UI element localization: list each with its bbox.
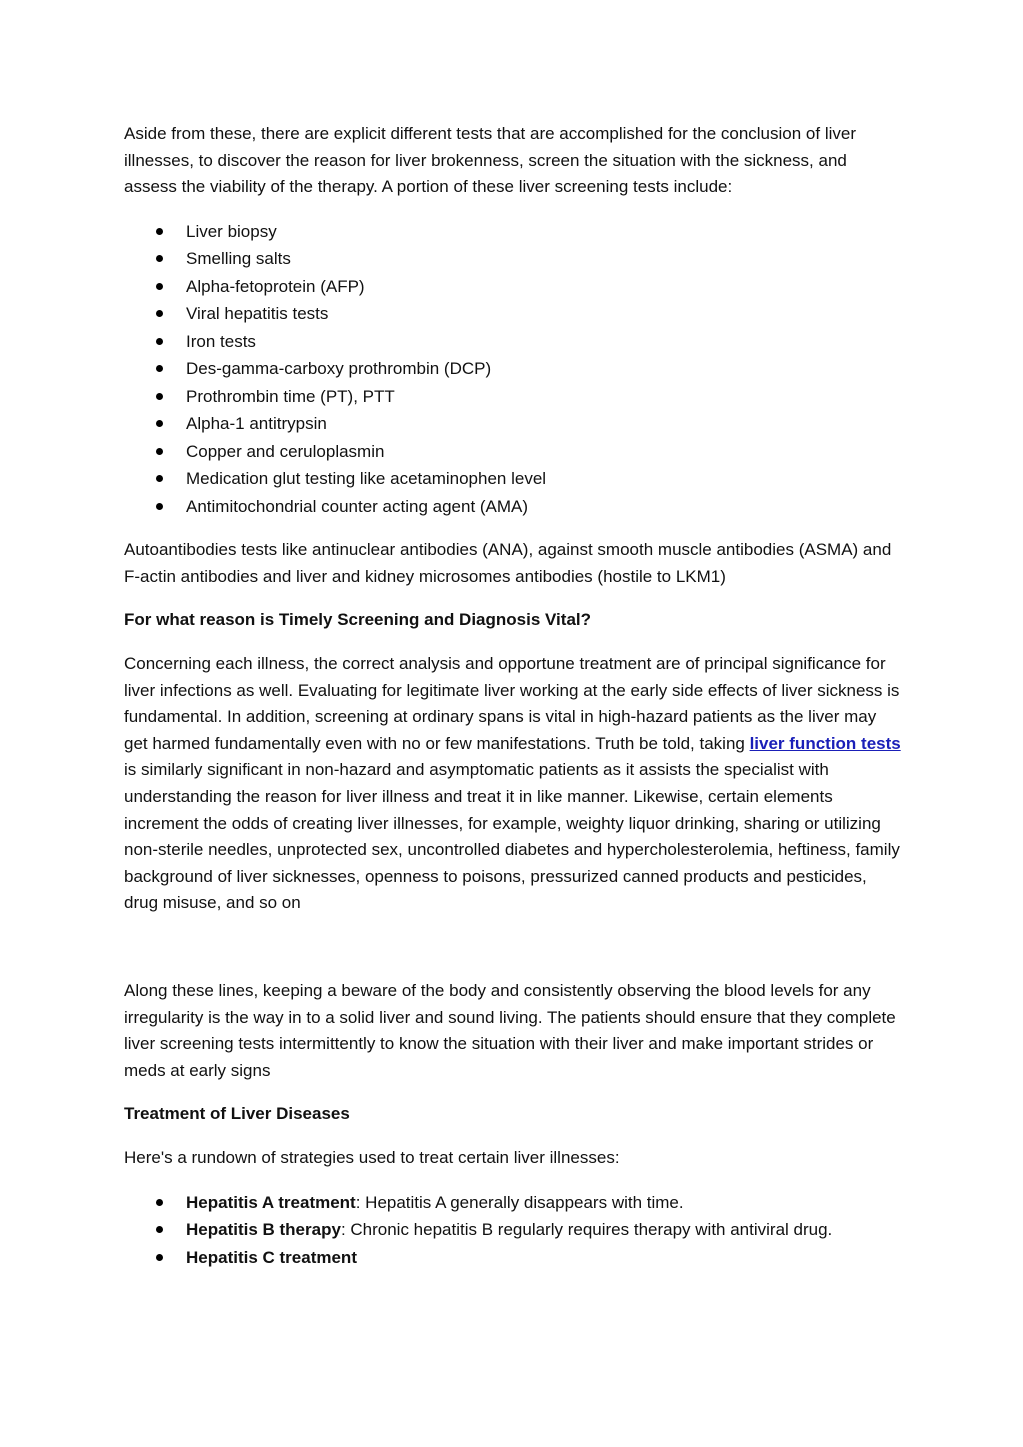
treatment-intro: Here's a rundown of strategies used to treat certain liver illnesses: (124, 1147, 620, 1167)
list-item (124, 245, 904, 273)
treatments-list (124, 1189, 904, 1272)
list-item (124, 300, 904, 328)
treatment-text: : Chronic hepatitis B regularly requires therapy with antiviral drug. (340, 1220, 833, 1240)
list-item (124, 438, 904, 466)
screening-text-before: Concerning each illness, the correct analysis and opportune treatment are of principal significance for liver infections as well. Evaluating for legitimate liver working at the early side effects of liver sickness is fundamental. In addition, screening at ordinary spans is vital in high-hazard patients as the liver may get harmed fundamentally even with no or few manifestations. Truth be told, taking (124, 654, 900, 753)
bullet-icon (156, 365, 163, 372)
list-item (124, 1189, 904, 1217)
treatment-title: Hepatitis B therapy (186, 1220, 341, 1240)
bullet-icon (156, 1226, 163, 1233)
list-item-label: Medication glut testing like acetaminophen level (186, 469, 547, 489)
list-item (124, 383, 904, 411)
list-item (124, 328, 904, 356)
autoantibodies-paragraph: Autoantibodies tests like antinuclear antibodies (ANA), against smooth muscle antibodies (ASMA) and F-actin antibodies and liver and kidney microsomes antibodies (hostile to LKM1) (124, 540, 892, 586)
list-item-label: Viral hepatitis tests (186, 304, 329, 324)
list-item (124, 273, 904, 301)
list-item (124, 1216, 904, 1244)
treatment-heading: Treatment of Liver Diseases (124, 1104, 350, 1124)
bullet-icon (156, 475, 163, 482)
list-item (124, 1244, 904, 1272)
bullet-icon (156, 420, 163, 427)
bullet-icon (156, 393, 163, 400)
list-item-label: Copper and ceruloplasmin (186, 441, 385, 461)
list-item (124, 465, 904, 493)
screening-text-after: is similarly significant in non-hazard and asymptomatic patients as it assists the specialist with understanding the reason for liver illness and treat it in like manner. Likewise, certain elements increment the odds of creating liver illnesses, for example, weighty liquor drinking, sharing or utilizing non-sterile needles, unprotected sex, uncontrolled diabetes and hypercholesterolemia, heftiness, family background of liver sicknesses, openness to poisons, pressurized canned products and pesticides, drug misuse, and so on (124, 760, 900, 913)
list-item-label: Des-gamma-carboxy prothrombin (DCP) (186, 359, 492, 379)
list-item-label: Prothrombin time (PT), PTT (186, 386, 395, 406)
list-item-label: Liver biopsy (186, 221, 277, 241)
bullet-icon (156, 1254, 163, 1261)
list-item (124, 410, 904, 438)
bullet-icon (156, 503, 163, 510)
screening-heading: For what reason is Timely Screening and Diagnosis Vital? (124, 610, 592, 630)
document-page (124, 121, 904, 1288)
bullet-icon (156, 310, 163, 317)
list-item (124, 355, 904, 383)
intro-paragraph: Aside from these, there are explicit different tests that are accomplished for the conclusion of liver illnesses, to discover the reason for liver brokenness, screen the situation with the sickness, and assess the viability of the therapy. A portion of these liver screening tests include: (124, 124, 856, 197)
treatment-text: : Hepatitis A generally disappears with time. (355, 1192, 684, 1212)
list-item-label: Antimitochondrial counter acting agent (AMA) (186, 496, 529, 516)
list-item-label: Alpha-fetoprotein (AFP) (186, 276, 365, 296)
liver-function-tests-link[interactable]: liver function tests (749, 733, 901, 753)
treatment-title: Hepatitis A treatment (186, 1192, 356, 1212)
along-paragraph: Along these lines, keeping a beware of the body and consistently observing the blood levels for any irregularity is the way in to a solid liver and sound living. The patients should ensure that they complete liver screening tests intermittently to know the situation with their liver and make important strides or meds at early signs (124, 981, 896, 1080)
bullet-icon (156, 338, 163, 345)
screening-paragraph (124, 651, 904, 917)
bullet-icon (156, 255, 163, 262)
bullet-icon (156, 448, 163, 455)
bullet-icon (156, 1199, 163, 1206)
blank-line (124, 934, 904, 978)
bullet-icon (156, 283, 163, 290)
list-item-label: Smelling salts (186, 249, 291, 269)
list-item (124, 218, 904, 246)
bullet-icon (156, 228, 163, 235)
treatment-title: Hepatitis C treatment (186, 1247, 357, 1267)
list-item-label: Alpha-1 antitrypsin (186, 414, 327, 434)
list-item (124, 493, 904, 521)
screening-tests-list (124, 218, 904, 521)
list-item-label: Iron tests (186, 331, 256, 351)
